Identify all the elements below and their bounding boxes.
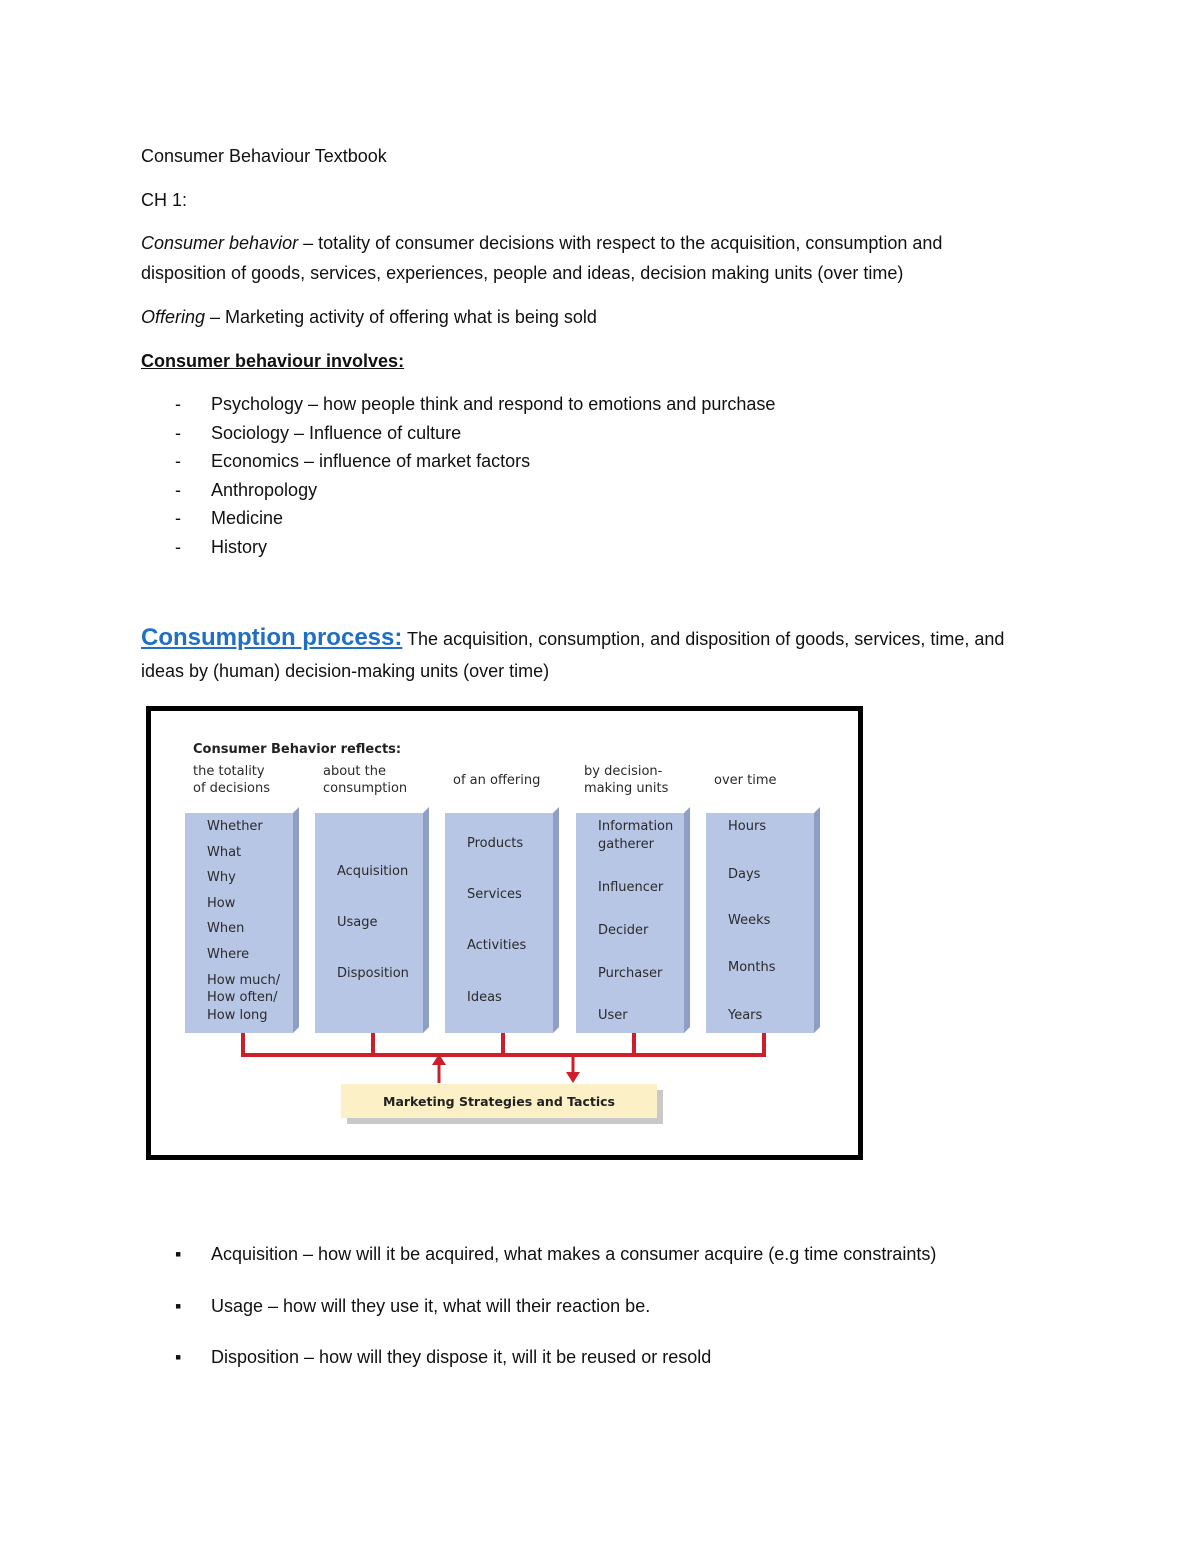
definition-term: Offering bbox=[141, 307, 206, 327]
column-header-label: over time bbox=[714, 773, 777, 788]
column-header-label: of decisions bbox=[193, 781, 271, 796]
column-header-label: by decision- bbox=[584, 764, 663, 779]
column-header-label: the totality bbox=[193, 764, 265, 779]
column-item: Months bbox=[728, 960, 776, 975]
bullet-dash: - bbox=[175, 451, 181, 472]
column-item: How long bbox=[207, 1008, 268, 1023]
consumer-behavior-diagram bbox=[146, 706, 863, 1160]
column-item: How much/ bbox=[207, 973, 281, 988]
bullet-dash: - bbox=[175, 394, 181, 414]
column-header-label: of an offering bbox=[453, 773, 541, 788]
column-item: gatherer bbox=[598, 837, 654, 852]
column-item: Where bbox=[207, 947, 250, 962]
column-header-label: making units bbox=[584, 781, 669, 796]
column-item: Ideas bbox=[467, 990, 502, 1005]
involves-heading: Consumer behaviour involves: bbox=[141, 351, 405, 371]
column-item: User bbox=[598, 1008, 628, 1023]
document-title: Consumer Behaviour Textbook bbox=[141, 146, 387, 166]
column-side-shade bbox=[814, 807, 820, 1033]
footer-label: Marketing Strategies and Tactics bbox=[383, 1094, 615, 1109]
consumption-process-paragraph bbox=[141, 622, 1081, 687]
column-header-label: consumption bbox=[323, 781, 408, 796]
diagram-title: Consumer Behavior reflects: bbox=[193, 742, 402, 757]
consumption-process-continuation: ideas by (human) decision-making units (over time) bbox=[141, 661, 550, 681]
bullet-dash: - bbox=[175, 536, 181, 557]
definition-consumer-behavior bbox=[141, 229, 942, 257]
definition-offering bbox=[141, 303, 597, 331]
column-item: Services bbox=[467, 887, 522, 902]
bullet-dash: - bbox=[175, 422, 181, 443]
definition-text: – totality of consumer decisions with respect to the acquisition, consumption and bbox=[298, 233, 943, 253]
bullet-square-icon: ▪ bbox=[175, 1347, 182, 1367]
consumption-process-text: The acquisition, consumption, and disposition of goods, services, time, and bbox=[402, 629, 1005, 649]
consumption-process-heading: Consumption process: bbox=[141, 624, 403, 651]
column-item: What bbox=[207, 845, 242, 860]
column-side-shade bbox=[293, 807, 299, 1033]
column-item: Information bbox=[598, 819, 674, 834]
column-item: Why bbox=[207, 870, 236, 885]
column-item: How often/ bbox=[207, 990, 278, 1005]
column-item: Usage bbox=[337, 915, 378, 930]
chapter-label: CH 1: bbox=[141, 190, 188, 210]
document-page: Consumer Behaviour Textbook CH 1: Consumer behavior – totality of consumer decisions with respect to the acquisition, consumption and disposition of goods, services, experiences, people and ideas, decision making units (over time) Offering – Marketing activity of offering what is being sold Consumer behaviour involves: - Psychology – how people think and respond to emotions and purchase - Sociology – Influence of culture - Economics – influence of market factors - Anthropology - Medicine - History Consumption process: The acquisition, consumption, and disposition of goods, services, time, and ideas by (human) decision-making units (over time) Consumer Behavior reflects: the totality of decisions Whether What Why How When Where How much/ How often/ How long about the consumption Acquisition Usage Disposition of an offering Products Services Activities Ideas by decision- making units Information gatherer Influencer Decider Purchaser User over time Hours Days Weeks Months Years Marketing Strategies and Tactics ▪ Acquisition – how will it be acquired, what makes a consumer acquire (e.g time constraints) ▪ Usage – how will they use it, what will their reaction be. ▪ Disposition – how will they dispose it, will it be reused or resold bbox=[0, 0, 1200, 1553]
column-item: How bbox=[207, 896, 236, 911]
column-item: Hours bbox=[728, 819, 767, 834]
column-item: Years bbox=[728, 1008, 763, 1023]
column-item: Whether bbox=[207, 819, 263, 834]
column-item: Purchaser bbox=[598, 966, 663, 981]
bullet-square-icon: ▪ bbox=[175, 1244, 182, 1264]
column-item: Influencer bbox=[598, 880, 664, 895]
bullet-dash: - bbox=[175, 508, 181, 529]
definition-continuation: disposition of goods, services, experiences, people and ideas, decision making units (over time) bbox=[141, 263, 904, 283]
column-item: Activities bbox=[467, 938, 527, 953]
column-side-shade bbox=[423, 807, 429, 1033]
column-item: When bbox=[207, 921, 245, 936]
arrow-down-icon bbox=[566, 1072, 580, 1083]
column-item: Days bbox=[728, 867, 761, 882]
bullet-square-icon: ▪ bbox=[175, 1295, 182, 1316]
definition-term: Consumer behavior bbox=[141, 233, 299, 253]
bullet-dash: - bbox=[175, 479, 181, 500]
column-item: Acquisition bbox=[337, 864, 409, 879]
column-header-label: about the bbox=[323, 764, 386, 779]
diagram-canvas bbox=[151, 711, 858, 1155]
column-item: Products bbox=[467, 836, 524, 851]
definition-text: – Marketing activity of offering what is being sold bbox=[205, 307, 597, 327]
column-side-shade bbox=[684, 807, 690, 1033]
column-item: Decider bbox=[598, 923, 649, 938]
column-side-shade bbox=[553, 807, 559, 1033]
column-item: Disposition bbox=[337, 966, 409, 981]
column-item: Weeks bbox=[728, 913, 771, 928]
